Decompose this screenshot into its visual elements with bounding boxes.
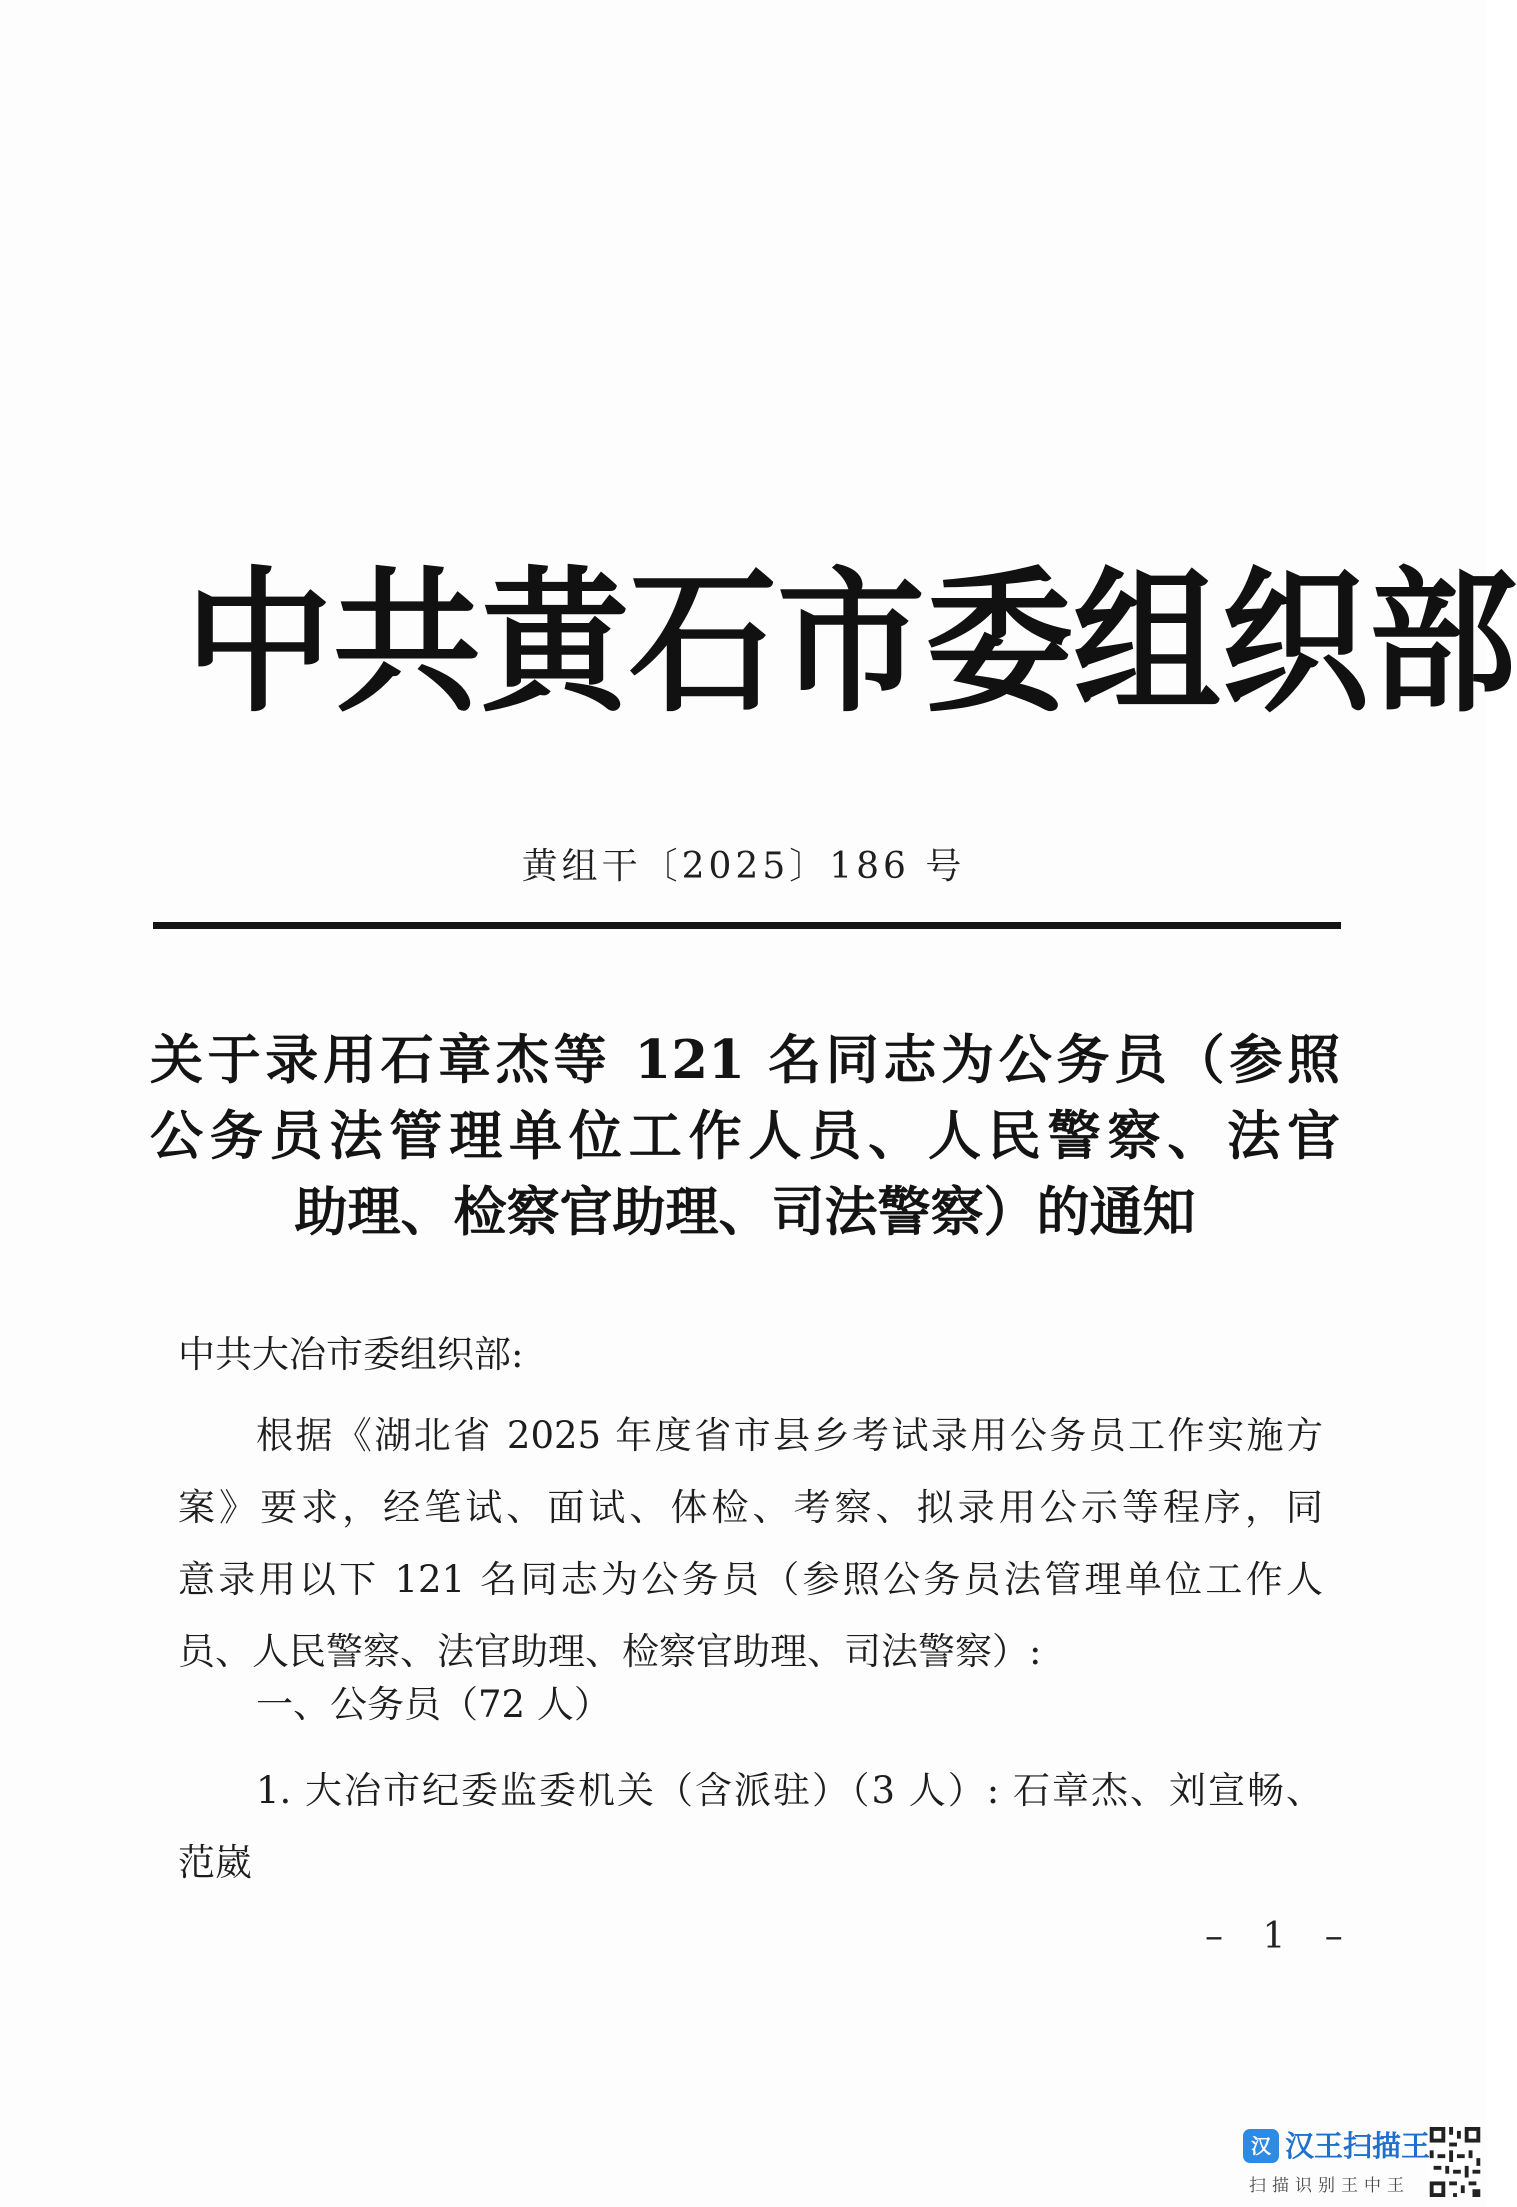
qr-code-icon (1429, 2127, 1481, 2197)
watermark-name: 汉王扫描王 (1285, 2129, 1431, 2163)
masthead-char: 市 (777, 550, 925, 734)
paragraph-line: 员、人民警察、法官助理、检察官助理、司法警察）: (178, 1630, 1042, 1673)
masthead-char: 委 (925, 550, 1073, 734)
document-number: 黄组干〔2025〕186 号 (521, 846, 966, 887)
section-heading: 一、公务员（72 人） (256, 1683, 611, 1726)
paragraph-line: 根据《湖北省 2025 年度省市县乡考试录用公务员工作实施方 (256, 1414, 1323, 1457)
document-title (150, 1022, 1340, 1250)
list-item (178, 1755, 1323, 1899)
title-line: 关于录用石章杰等 121 名同志为公务员（参照 (150, 1029, 1340, 1091)
app-logo-icon: 汉 (1243, 2129, 1279, 2163)
masthead-char: 共 (333, 550, 481, 734)
title-line: 公务员法管理单位工作人员、人民警察、法官 (150, 1105, 1340, 1167)
masthead-char: 中 (185, 550, 333, 734)
paragraph-line: 意录用以下 121 名同志为公务员（参照公务员法管理单位工作人 (178, 1558, 1323, 1601)
scanner-watermark (1243, 2125, 1483, 2205)
masthead-char: 石 (629, 550, 777, 734)
masthead-char: 黄 (481, 550, 629, 734)
paragraph-line: 案》要求，经笔试、面试、体检、考察、拟录用公示等程序，同 (178, 1486, 1323, 1529)
list-item-line: 范崴 (178, 1841, 252, 1884)
title-line: 助理、检察官助理、司法警察）的通知 (294, 1181, 1196, 1243)
masthead-divider (153, 922, 1341, 929)
list-item-line: 1. 大冶市纪委监委机关（含派驻）（3 人）: 石章杰、刘宣畅、 (256, 1769, 1323, 1812)
masthead-char: 织 (1221, 550, 1369, 734)
masthead-char: 部 (1369, 550, 1517, 734)
page-number: – 1 – (1205, 1916, 1357, 1957)
salutation: 中共大冶市委组织部: (178, 1333, 524, 1376)
body-paragraph (178, 1400, 1323, 1688)
watermark-tagline: 扫描识别王中王 (1249, 2176, 1410, 2196)
masthead-char: 组 (1073, 550, 1221, 734)
masthead (185, 550, 1517, 734)
